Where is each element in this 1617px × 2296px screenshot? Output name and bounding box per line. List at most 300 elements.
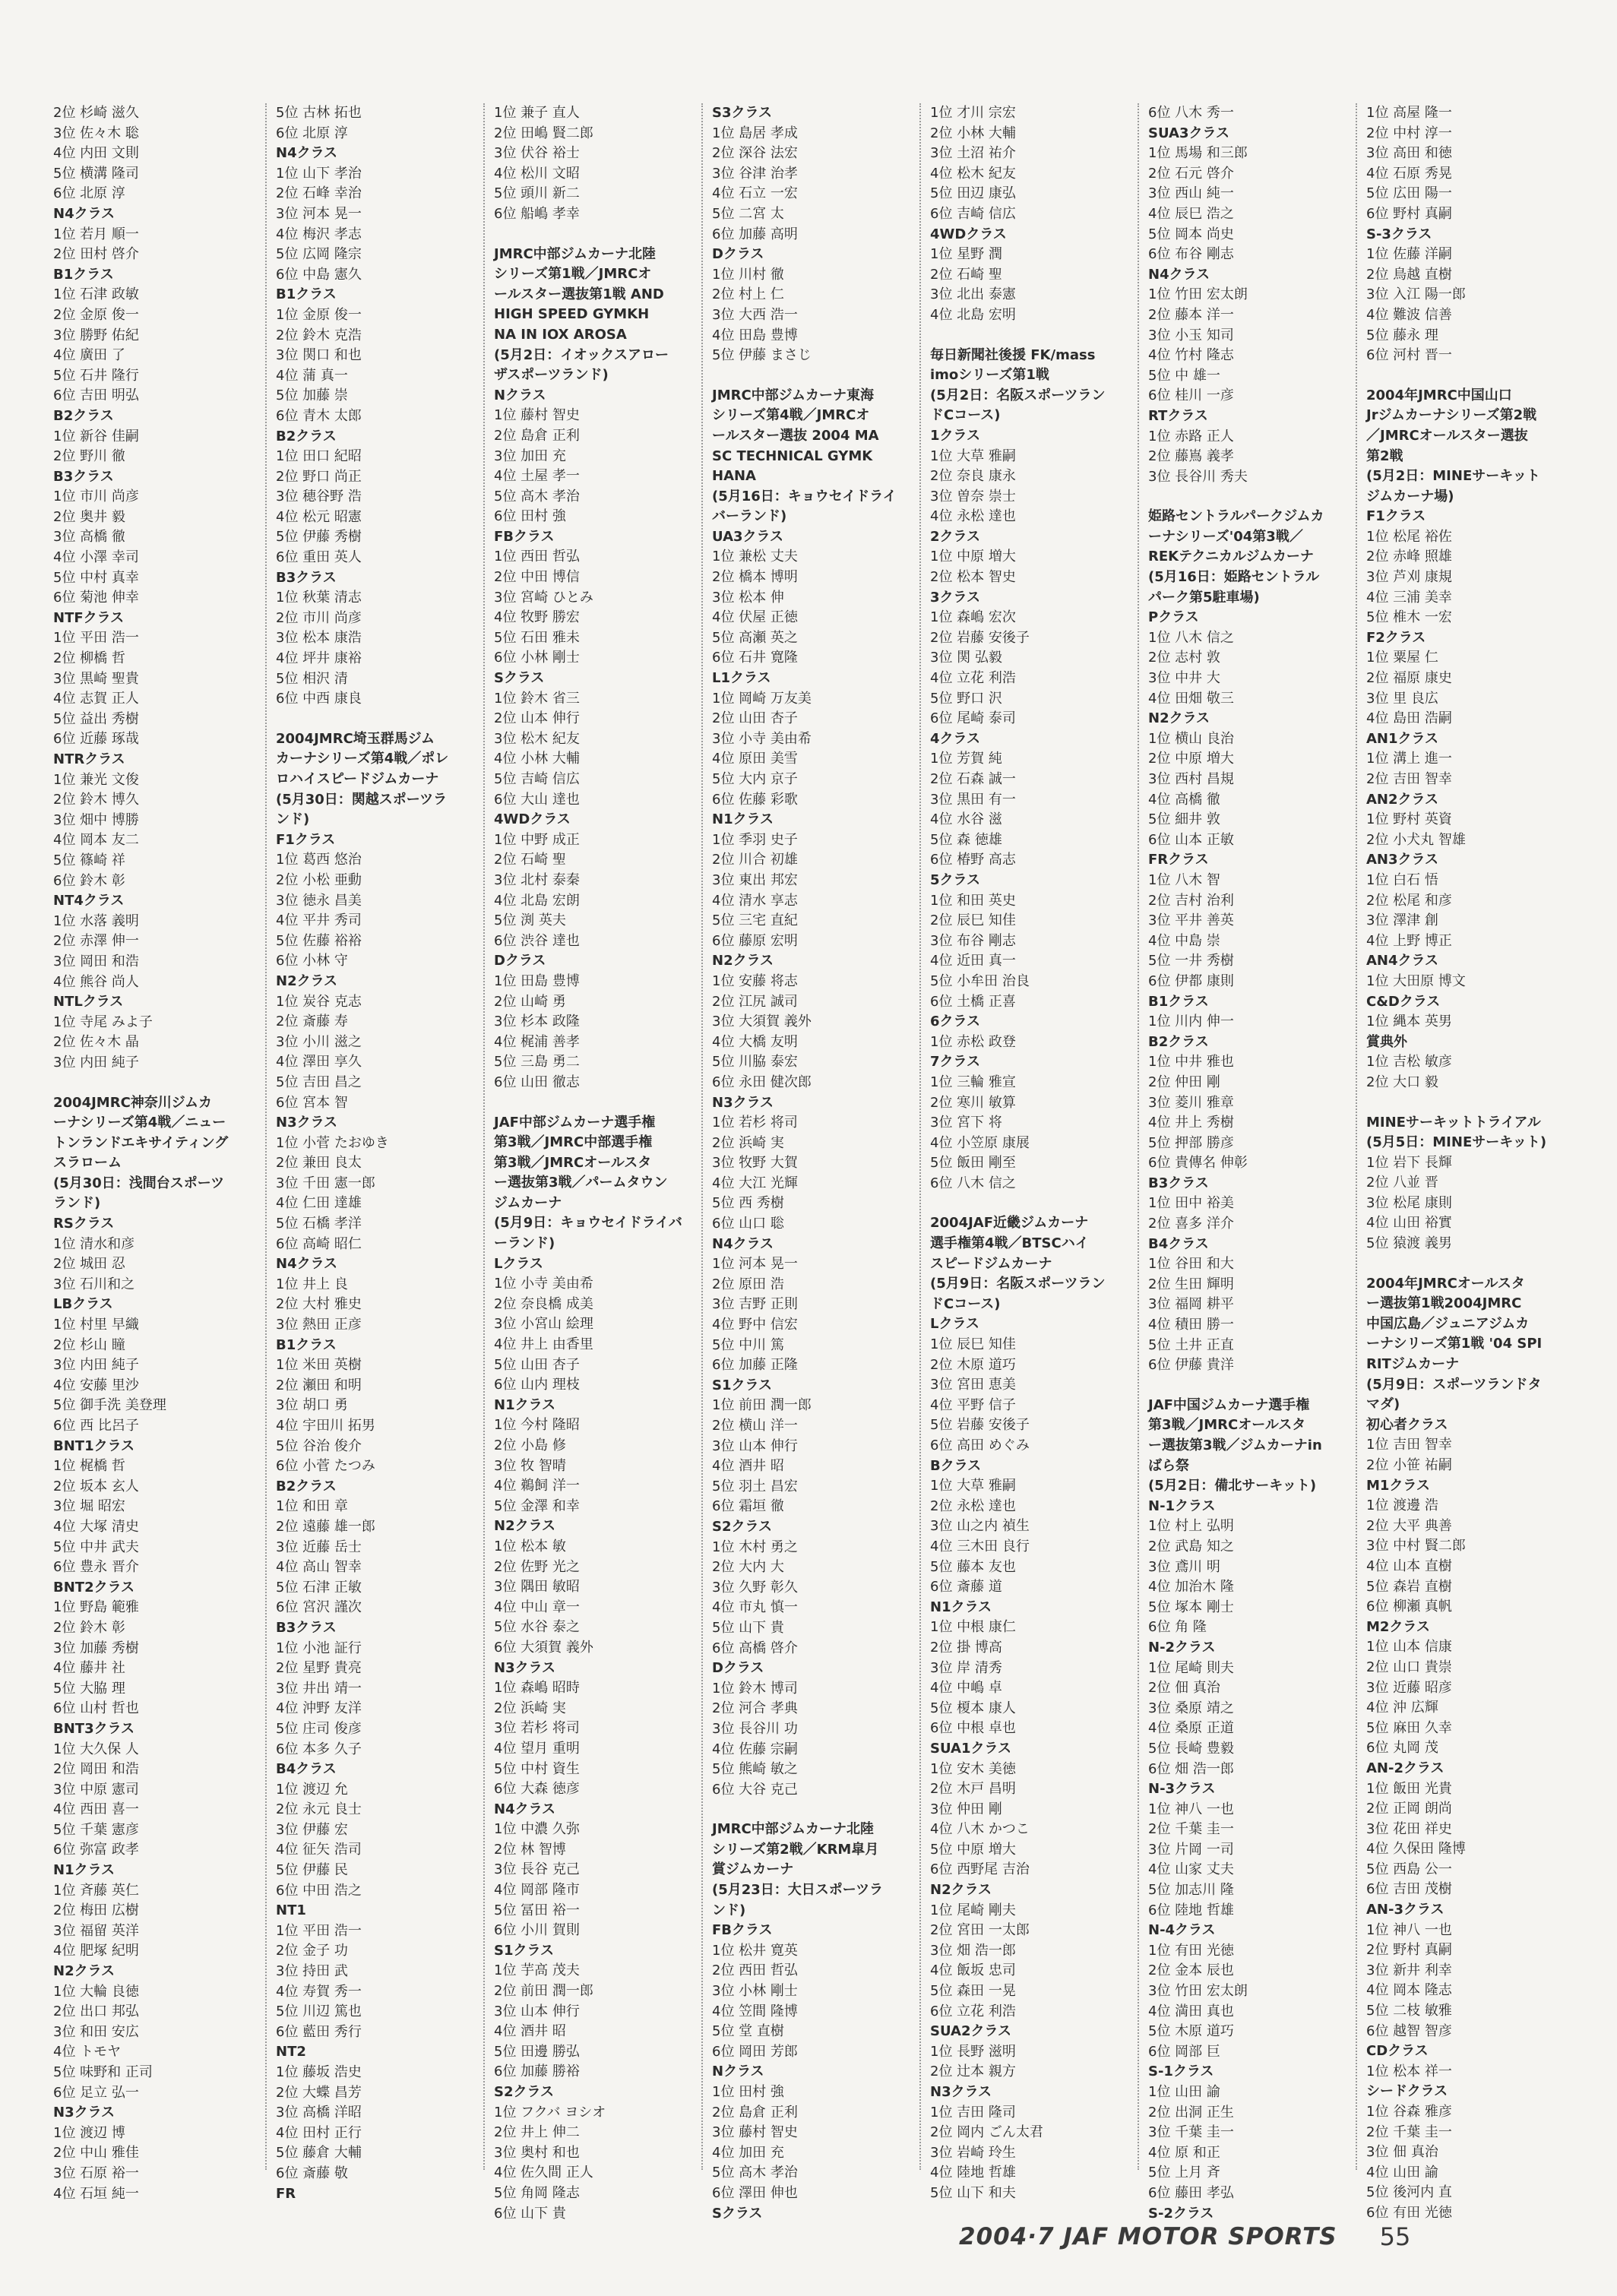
- result-line: 1位 芋高 茂夫: [494, 1962, 580, 1979]
- event-heading: JAF中国ジムカーナ選手権: [1148, 1396, 1310, 1413]
- result-line: 2位 村上 仁: [712, 286, 784, 303]
- result-line: 5位 千葉 憲彦: [53, 1821, 139, 1838]
- class-heading: F2クラス: [1366, 629, 1426, 646]
- result-line: 3位 松本 康浩: [276, 630, 362, 647]
- result-line: 1位 鈴木 博司: [712, 1680, 798, 1697]
- result-line: 1位 渡辺 博: [53, 2124, 125, 2141]
- result-line: 2位 金子 功: [276, 1943, 348, 1959]
- result-line: 1位 藤坂 浩史: [276, 2064, 362, 2080]
- class-heading: Sクラス: [712, 2205, 763, 2222]
- result-line: 5位 広田 陽一: [1366, 185, 1452, 202]
- class-heading: B1クラス: [276, 286, 337, 303]
- results-column: [701, 103, 919, 2222]
- result-line: 3位 堀 昭宏: [53, 1498, 125, 1515]
- event-heading: シリーズ第2戦／KRM皐月: [712, 1841, 879, 1858]
- result-line: 3位 勝野 佑紀: [53, 327, 139, 343]
- result-line: 6位 藤原 宏明: [712, 932, 798, 949]
- event-heading: SC TECHNICAL GYMK: [712, 447, 873, 464]
- class-heading: シードクラス: [1366, 2083, 1448, 2100]
- result-line: 4位 平野 信子: [930, 1396, 1016, 1413]
- result-line: 4位 小澤 幸司: [53, 549, 139, 566]
- section-gap: [1366, 1254, 1568, 1274]
- result-line: 1位 川村 徹: [712, 266, 784, 283]
- result-line: 6位 大須賀 義外: [494, 1639, 593, 1656]
- result-line: 2位 鈴木 克浩: [276, 327, 362, 343]
- result-line: 1位 鈴木 省三: [494, 690, 580, 707]
- event-heading: 2004年JMRC中国山口: [1366, 387, 1512, 403]
- result-line: 3位 穂谷野 浩: [276, 489, 362, 505]
- event-heading: ー選抜第1戦2004JMRC: [1366, 1295, 1522, 1312]
- class-heading: RSクラス: [53, 1216, 115, 1232]
- result-line: 6位 中田 浩之: [276, 1882, 362, 1899]
- result-line: 1位 中井 雅也: [1148, 1054, 1234, 1071]
- result-line: 6位 足立 弘一: [53, 2084, 139, 2101]
- result-line: 6位 吉崎 信広: [930, 205, 1016, 222]
- class-heading: AN-3クラス: [1366, 1902, 1445, 1918]
- result-line: 2位 寒川 敏算: [930, 1094, 1016, 1111]
- result-line: 6位 小林 守: [276, 953, 348, 969]
- class-heading: N4クラス: [276, 1256, 338, 1273]
- result-line: 5位 山田 杏子: [494, 1356, 580, 1373]
- result-line: 3位 片岡 一司: [1148, 1841, 1234, 1858]
- result-line: 4位 松川 文昭: [494, 165, 580, 182]
- result-line: 5位 猿渡 義男: [1366, 1235, 1452, 1252]
- result-line: 2位 石崎 聖: [494, 852, 566, 868]
- result-line: 4位 永松 達也: [930, 508, 1016, 525]
- result-line: 6位 永田 健次郎: [712, 1074, 812, 1090]
- result-line: 4位 陸地 哲雄: [930, 2165, 1016, 2181]
- result-line: 1位 松尾 裕佐: [1366, 528, 1452, 545]
- result-line: 6位 菊池 伸幸: [53, 590, 139, 606]
- result-line: 5位 山下 和夫: [930, 2184, 1016, 2201]
- result-line: 3位 北出 泰憲: [930, 286, 1016, 303]
- section-gap: [712, 366, 913, 386]
- class-heading: B4クラス: [1148, 1235, 1209, 1252]
- result-line: 5位 渕 英夫: [494, 912, 566, 929]
- section-gap: [1148, 487, 1350, 507]
- class-heading: B2クラス: [53, 407, 114, 424]
- event-heading: (5月23日：大日スポーツラ: [712, 1882, 884, 1899]
- result-line: 2位 八並 晋: [1366, 1175, 1438, 1191]
- result-line: 3位 福岡 耕平: [1148, 1296, 1234, 1313]
- result-line: 1位 寺尾 みよ子: [53, 1014, 153, 1030]
- result-line: 2位 佐々木 晶: [53, 1034, 139, 1051]
- result-line: 4位 加治木 隆: [1148, 1579, 1234, 1595]
- result-line: 1位 佐藤 洋嗣: [1366, 246, 1452, 263]
- result-line: 1位 八木 智: [1148, 871, 1220, 888]
- result-line: 1位 村里 早織: [53, 1317, 139, 1333]
- result-line: 2位 城田 忍: [53, 1256, 125, 1273]
- result-line: 4位 藤井 社: [53, 1660, 125, 1677]
- result-line: 5位 三島 勇二: [494, 1054, 580, 1071]
- result-line: 1位 西田 哲弘: [494, 549, 580, 565]
- result-line: 4位 難波 信善: [1366, 306, 1452, 323]
- result-line: 1位 三輪 雅宣: [930, 1074, 1016, 1090]
- result-line: 4位 仁田 達雄: [276, 1195, 362, 1212]
- result-line: 1位 神八 一也: [1148, 1801, 1234, 1817]
- class-heading: N3クラス: [930, 2084, 992, 2100]
- result-line: 1位 今村 隆昭: [494, 1417, 580, 1434]
- result-line: 2位 石崎 聖: [930, 266, 1002, 283]
- result-line: 3位 山本 伸行: [712, 1437, 798, 1454]
- result-line: 6位 田村 強: [494, 508, 566, 525]
- result-line: 2位 大内 大: [712, 1559, 784, 1576]
- class-heading: UA3クラス: [712, 528, 783, 545]
- result-line: 5位 押部 勝彦: [1148, 1134, 1234, 1151]
- class-heading: S-2クラス: [1148, 2205, 1214, 2222]
- result-line: 1位 松井 寛英: [712, 1942, 798, 1959]
- result-line: 1位 井上 良: [276, 1276, 348, 1292]
- result-line: 5位 庄司 俊彦: [276, 1720, 362, 1737]
- event-heading: トンランドエキサイティング: [53, 1134, 229, 1151]
- result-line: 5位 田辺 康弘: [930, 185, 1016, 202]
- result-line: 2位 松本 智史: [930, 569, 1016, 586]
- section-gap: [930, 326, 1131, 346]
- result-line: 2位 大村 雅史: [276, 1296, 362, 1313]
- section-gap: [494, 225, 695, 245]
- class-heading: SUA3クラス: [1148, 125, 1229, 141]
- class-heading: CDクラス: [1366, 2043, 1429, 2060]
- class-heading: S-3クラス: [1366, 226, 1432, 242]
- result-line: 2位 生田 輝明: [1148, 1276, 1234, 1292]
- result-line: 1位 清水和彦: [53, 1235, 135, 1252]
- result-line: 3位 小川 滋之: [276, 1033, 362, 1050]
- class-heading: B2クラス: [1148, 1033, 1209, 1050]
- result-line: 2位 浜崎 実: [712, 1134, 784, 1151]
- result-line: 1位 米田 英樹: [276, 1357, 362, 1374]
- class-heading: Lクラス: [930, 1316, 979, 1333]
- result-line: 5位 小牟田 治良: [930, 972, 1030, 989]
- result-line: 1位 若月 順一: [53, 226, 139, 242]
- result-line: 1位 葛西 悠治: [276, 852, 362, 868]
- result-line: 3位 胡口 勇: [276, 1397, 348, 1414]
- result-line: 1位 溝上 進一: [1366, 751, 1452, 767]
- section-gap: [276, 710, 477, 729]
- result-line: 5位 御手洗 美登理: [53, 1397, 166, 1414]
- result-line: 3位 高橋 洋昭: [276, 2105, 362, 2121]
- event-heading: シリーズ第4戦／JMRCオ: [712, 407, 870, 424]
- result-line: 5位 篠崎 祥: [53, 852, 125, 868]
- result-line: 2位 出口 邦弘: [53, 2003, 139, 2020]
- result-line: 6位 斎藤 敬: [276, 2165, 348, 2181]
- result-line: 4位 積田 勝一: [1148, 1317, 1234, 1333]
- result-line: 3位 奥村 和也: [494, 2144, 580, 2161]
- result-line: 4位 原 和正: [1148, 2144, 1220, 2161]
- result-line: 4位 平井 秀司: [276, 912, 362, 929]
- result-line: 1位 川内 伸一: [1148, 1014, 1234, 1030]
- result-line: 4位 志賀 正人: [53, 691, 139, 707]
- magazine-issue-label: 2004·7 JAF MOTOR SPORTS: [959, 2223, 1337, 2250]
- results-column: [265, 103, 483, 2202]
- result-line: 4位 大塚 清史: [53, 1518, 139, 1535]
- result-line: 2位 山口 貴崇: [1366, 1659, 1452, 1675]
- result-line: 6位 鈴木 彰: [53, 872, 125, 889]
- event-heading: 2004JMRC神奈川ジムカ: [53, 1094, 213, 1111]
- result-line: 3位 牧野 大賀: [712, 1155, 798, 1172]
- event-heading: RITジムカーナ: [1366, 1356, 1460, 1373]
- result-line: 1位 兼光 文俊: [53, 771, 139, 788]
- result-line: 6位 伊都 康則: [1148, 972, 1234, 989]
- class-heading: 4WDクラス: [930, 226, 1007, 242]
- result-line: 4位 寿賀 秀一: [276, 1983, 362, 2000]
- event-heading: パーク第5駐車場): [1148, 589, 1260, 606]
- result-line: 5位 水谷 泰之: [494, 1619, 580, 1636]
- result-line: 1位 フクバ ヨシオ: [494, 2104, 606, 2120]
- result-line: 1位 梶橋 哲: [53, 1458, 125, 1475]
- result-line: 3位 千葉 圭一: [1148, 2124, 1234, 2141]
- result-line: 1位 渡邊 浩: [1366, 1497, 1438, 1514]
- result-line: 2位 赤澤 伸一: [53, 933, 139, 950]
- result-line: 2位 奥井 毅: [53, 508, 125, 525]
- result-line: 6位 山内 理枝: [494, 1377, 580, 1393]
- result-line: 4位 中嶋 卓: [930, 1680, 1002, 1697]
- event-heading: JMRC中部ジムカーナ北陸: [494, 245, 656, 262]
- result-line: 5位 田邊 勝弘: [494, 2043, 580, 2060]
- event-heading: ジムカーナ場): [1366, 488, 1454, 504]
- result-line: 3位 関口 和也: [276, 347, 362, 364]
- result-line: 2位 前田 潤一郎: [494, 1983, 593, 2000]
- result-line: 2位 志村 敦: [1148, 650, 1220, 666]
- result-line: 3位 小玉 知司: [1148, 327, 1234, 343]
- result-line: 5位 石井 隆行: [53, 367, 139, 384]
- result-line: 3位 小寺 美由希: [712, 730, 812, 747]
- result-line: 5位 古林 拓也: [276, 105, 362, 121]
- class-heading: Nクラス: [494, 387, 546, 403]
- result-line: 3位 吉野 正則: [712, 1296, 798, 1313]
- class-heading: LBクラス: [53, 1296, 113, 1313]
- result-line: 6位 小菅 たつみ: [276, 1458, 375, 1475]
- result-line: 3位 隅田 敏昭: [494, 1579, 580, 1595]
- result-line: 4位 中島 崇: [1148, 932, 1220, 949]
- result-line: 5位 頭川 新二: [494, 185, 580, 202]
- result-line: 2位 藤本 洋一: [1148, 306, 1234, 323]
- result-line: 2位 橋本 博明: [712, 569, 798, 586]
- result-line: 1位 吉田 隆司: [930, 2104, 1016, 2120]
- result-line: 6位 有田 光徳: [1366, 2204, 1452, 2221]
- result-line: 2位 小林 大輔: [930, 125, 1016, 141]
- result-line: 1位 松本 敏: [494, 1538, 566, 1554]
- result-line: 3位 石原 裕一: [53, 2165, 139, 2181]
- result-line: 3位 山之内 禎生: [930, 1518, 1030, 1535]
- event-heading: HANA: [712, 468, 756, 485]
- result-line: 4位 中山 章一: [494, 1599, 580, 1615]
- result-line: 5位 伊藤 民: [276, 1862, 348, 1879]
- result-line: 3位 佃 真治: [1366, 2144, 1438, 2161]
- result-line: 3位 西山 純一: [1148, 185, 1234, 202]
- result-line: 5位 佐藤 裕裕: [276, 932, 362, 949]
- result-line: 4位 小林 大輔: [494, 751, 580, 767]
- result-line: 5位 川辺 篤也: [276, 2003, 362, 2020]
- class-heading: B1クラス: [1148, 993, 1209, 1010]
- result-line: 3位 西村 昌規: [1148, 771, 1234, 787]
- class-heading: 2クラス: [930, 528, 980, 545]
- result-line: 5位 冨田 裕一: [494, 1902, 580, 1918]
- event-heading: 第2戦: [1366, 447, 1403, 464]
- result-line: 1位 新谷 佳嗣: [53, 428, 139, 444]
- result-line: 1位 白石 悟: [1366, 871, 1438, 888]
- result-line: 6位 貴傳名 伸彰: [1148, 1155, 1248, 1172]
- result-line: 4位 飯坂 忠司: [930, 1962, 1016, 1979]
- result-line: 4位 熊谷 尚人: [53, 973, 139, 990]
- result-line: 2位 木戸 昌明: [930, 1781, 1016, 1798]
- result-line: 6位 中西 康良: [276, 691, 362, 707]
- result-line: 3位 岩崎 玲生: [930, 2144, 1016, 2161]
- result-line: 3位 黒田 有一: [930, 791, 1016, 808]
- result-line: 1位 岡崎 万友美: [712, 690, 812, 707]
- result-line: 3位 佐々木 聡: [53, 125, 139, 141]
- event-heading: スラローム: [53, 1155, 122, 1172]
- class-heading: N-1クラス: [1148, 1497, 1216, 1514]
- result-line: 6位 桂川 一彦: [1148, 387, 1234, 404]
- result-line: 6位 藍田 秀行: [276, 2023, 362, 2040]
- result-line: 3位 熱田 正彦: [276, 1317, 362, 1333]
- result-line: 5位 伊藤 秀樹: [276, 529, 362, 546]
- result-line: 3位 石川和之: [53, 1276, 135, 1292]
- result-line: 2位 藤嶌 義孝: [1148, 448, 1234, 465]
- class-heading: N-3クラス: [1148, 1781, 1216, 1798]
- result-line: 6位 西 比呂子: [53, 1418, 139, 1434]
- result-line: 2位 星野 貴亮: [276, 1660, 362, 1677]
- result-line: 1位 田口 紀昭: [276, 448, 362, 465]
- result-line: 2位 杉山 瞳: [53, 1336, 125, 1353]
- class-heading: NT4クラス: [53, 893, 125, 909]
- class-heading: N2クラス: [712, 953, 774, 969]
- result-line: 3位 千田 憲一郎: [276, 1175, 375, 1191]
- result-line: 5位 吉崎 信広: [494, 771, 580, 787]
- result-line: 1位 和田 章: [276, 1498, 348, 1515]
- result-line: 4位 トモヤ: [53, 2044, 122, 2060]
- result-line: 1位 岩下 長輝: [1366, 1154, 1452, 1171]
- result-line: 1位 石津 政敏: [53, 286, 139, 303]
- result-line: 3位 加田 充: [494, 447, 566, 464]
- class-heading: Dクラス: [494, 953, 546, 969]
- result-line: 1位 田中 裕美: [1148, 1195, 1234, 1212]
- result-line: 2位 中原 増大: [1148, 751, 1234, 767]
- result-line: 5位 吉田 昌之: [276, 1074, 362, 1090]
- result-line: 1位 中野 成正: [494, 831, 580, 848]
- event-heading: (5月2日：MINEサーキット: [1366, 468, 1540, 485]
- result-line: 4位 内田 文則: [53, 145, 139, 162]
- result-line: 1位 竹田 宏太朗: [1148, 286, 1248, 303]
- result-line: 6位 宮本 智: [276, 1094, 348, 1111]
- class-heading: 5クラス: [930, 871, 980, 888]
- class-heading: RTクラス: [1148, 407, 1208, 424]
- result-line: 1位 尾崎 剛夫: [930, 1902, 1016, 1918]
- result-line: 2位 佐野 光之: [494, 1558, 580, 1575]
- result-line: 5位 熊崎 敏之: [712, 1761, 798, 1778]
- result-line: 5位 中村 資生: [494, 1760, 580, 1777]
- result-line: 5位 中原 増大: [930, 1841, 1016, 1858]
- event-heading: 2004年JMRCオールスタ: [1366, 1275, 1525, 1292]
- class-heading: N4クラス: [712, 1235, 774, 1252]
- result-line: 2位 赤峰 照雄: [1366, 549, 1452, 565]
- result-line: 1位 安木 美徳: [930, 1760, 1016, 1777]
- result-line: 1位 星野 潤: [930, 246, 1002, 263]
- result-line: 2位 岩藤 安後子: [930, 629, 1030, 646]
- result-line: 4位 高山 智幸: [276, 1559, 362, 1576]
- class-heading: S2クラス: [712, 1518, 772, 1535]
- results-column: [47, 103, 265, 2202]
- event-heading: (5月16日：姫路セントラル: [1148, 569, 1320, 586]
- result-line: 2位 武島 知之: [1148, 1538, 1234, 1554]
- result-line: 2位 仲田 剛: [1148, 1074, 1220, 1090]
- result-line: 3位 岸 清秀: [930, 1659, 1002, 1676]
- result-line: 5位 飯田 剛至: [930, 1155, 1016, 1172]
- result-line: 1位 長野 滋明: [930, 2043, 1016, 2060]
- result-line: 5位 中村 真幸: [53, 569, 139, 586]
- event-heading: ばら祭: [1148, 1457, 1189, 1474]
- result-line: 5位 塚本 剛士: [1148, 1599, 1234, 1615]
- result-line: 1位 赤松 政登: [930, 1033, 1016, 1050]
- result-line: 2位 江尻 誠司: [712, 993, 798, 1010]
- result-line: 3位 澤津 創: [1366, 912, 1438, 929]
- event-heading: 賞ジムカーナ: [712, 1861, 794, 1878]
- event-heading: (5月2日：備北サーキット): [1148, 1478, 1317, 1494]
- result-line: 2位 正岡 朗尚: [1366, 1801, 1452, 1817]
- result-line: 6位 中島 憲久: [276, 266, 362, 283]
- result-line: 5位 二宮 太: [712, 205, 784, 222]
- result-line: 1位 中原 増大: [930, 549, 1016, 565]
- class-heading: B3クラス: [53, 468, 114, 485]
- page-footer: [959, 2222, 1582, 2252]
- result-line: 6位 八木 信之: [930, 1175, 1016, 1191]
- event-heading: ／JMRCオールスター選抜: [1366, 427, 1528, 444]
- event-heading: 2004JMRC埼玉群馬ジム: [276, 730, 435, 747]
- event-heading: (5月9日：キョウセイドライバ: [494, 1215, 682, 1232]
- result-line: 6位 宮沢 謹次: [276, 1599, 362, 1616]
- result-line: 1位 横山 良治: [1148, 730, 1234, 747]
- result-line: 6位 加藤 高明: [712, 226, 798, 242]
- class-heading: N4クラス: [53, 205, 115, 222]
- result-line: 1位 才川 宗宏: [930, 105, 1016, 121]
- event-heading: ザスポーツランド): [494, 367, 609, 384]
- class-heading: 1クラス: [930, 427, 980, 444]
- result-line: 2位 吉村 治利: [1148, 892, 1234, 909]
- event-heading: ロハイスピードジムカーナ: [276, 771, 439, 787]
- result-line: 1位 大輪 良徳: [53, 1983, 139, 2000]
- result-line: 6位 近藤 琢哉: [53, 731, 139, 748]
- class-heading: Dクラス: [712, 246, 764, 263]
- result-line: 6位 石井 寛隆: [712, 650, 798, 666]
- result-line: 3位 北村 泰秦: [494, 871, 580, 888]
- result-line: 3位 近藤 昭彦: [1366, 1679, 1452, 1696]
- result-line: 3位 内田 純子: [53, 1054, 139, 1071]
- result-line: 4位 立花 利浩: [930, 670, 1016, 687]
- result-line: 5位 野口 沢: [930, 690, 1002, 707]
- event-heading: カーナシリーズ第4戦／ポレ: [276, 751, 449, 767]
- event-heading: ドCコース): [930, 1295, 1001, 1312]
- result-line: 2位 大口 毅: [1366, 1074, 1438, 1090]
- class-heading: N-4クラス: [1148, 1922, 1216, 1939]
- result-line: 1位 山本 信康: [1366, 1639, 1452, 1656]
- result-line: 1位 安藤 将志: [712, 972, 798, 989]
- result-line: 1位 河本 晃一: [712, 1256, 798, 1273]
- result-line: 4位 蒲 真一: [276, 367, 348, 384]
- class-heading: L1クラス: [712, 670, 771, 687]
- class-heading: B2クラス: [276, 1478, 337, 1494]
- result-line: 1位 尾崎 則夫: [1148, 1659, 1234, 1676]
- class-heading: N2クラス: [494, 1518, 556, 1535]
- result-line: 6位 高橋 啓介: [712, 1640, 798, 1656]
- result-line: 2位 山崎 勇: [494, 993, 566, 1010]
- result-line: 4位 笠間 隆博: [712, 2003, 798, 2019]
- result-line: 3位 花田 祥史: [1366, 1820, 1452, 1837]
- result-line: 6位 陸地 哲雄: [1148, 1902, 1234, 1918]
- result-line: 6位 大森 徳彦: [494, 1781, 580, 1798]
- result-line: 1位 斉藤 英仁: [53, 1882, 139, 1899]
- result-line: 2位 岡内 ごん太君: [930, 2124, 1043, 2141]
- event-heading: ーランド): [494, 1235, 555, 1252]
